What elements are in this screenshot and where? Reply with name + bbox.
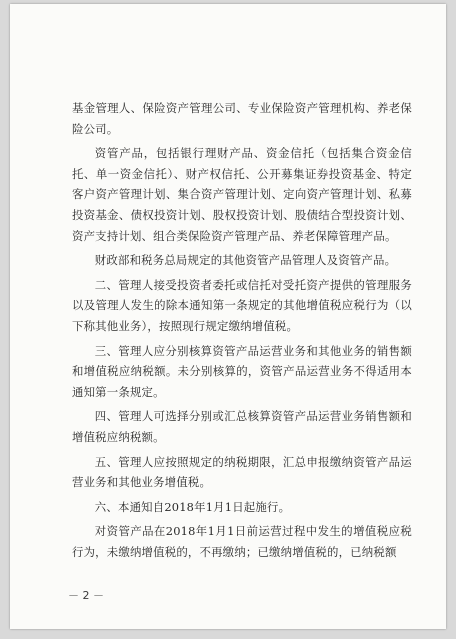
paragraph-1: 基金管理人、保险资产管理公司、专业保险资产管理机构、养老保险公司。 bbox=[72, 101, 412, 136]
paragraph-2: 资管产品，包括银行理财产品、资金信托（包括集合资金信托、单一资金信托）、财产权信托、公开募集证券投资基金、特定客户资产管理计划、集合资产管理计划、定向资产管理计划、私募投资基金、债权投资计划、股权投资计划、股债结合型投资计划、资产支持计划、组合类保险资产管理产品、养老保障管理产品。 bbox=[72, 146, 412, 243]
document-body bbox=[72, 98, 412, 566]
paragraph-4: 二、管理人接受投资者委托或信托对受托资产提供的管理服务以及管理人发生的除本通知第一条规定的其他增值税应税行为（以下称其他业务），按照现行规定缴纳增值税。 bbox=[72, 277, 412, 333]
paragraph-8: 六、本通知自2018年1月1日起施行。 bbox=[94, 499, 291, 514]
paragraph-9: 对资管产品在2018年1月1日前运营过程中发生的增值税应税行为，未缴纳增值税的，不再缴纳；已缴纳增值税的，已纳税额 bbox=[72, 524, 412, 559]
document-page bbox=[10, 4, 446, 629]
page-number: － 2 － bbox=[68, 589, 104, 602]
paragraph-5: 三、管理人应分别核算资管产品运营业务和其他业务的销售额和增值税应纳税额。未分别核算的，资管产品运营业务不得适用本通知第一条规定。 bbox=[72, 343, 412, 399]
paragraph-7: 五、管理人应按照规定的纳税期限，汇总申报缴纳资管产品运营业务和其他业务增值税。 bbox=[72, 454, 412, 490]
paragraph-3: 财政部和税务总局规定的其他资管产品管理人及资管产品。 bbox=[94, 253, 397, 268]
paragraph-6: 四、管理人可选择分别或汇总核算资管产品运营业务销售额和增值税应纳税额。 bbox=[72, 409, 412, 444]
